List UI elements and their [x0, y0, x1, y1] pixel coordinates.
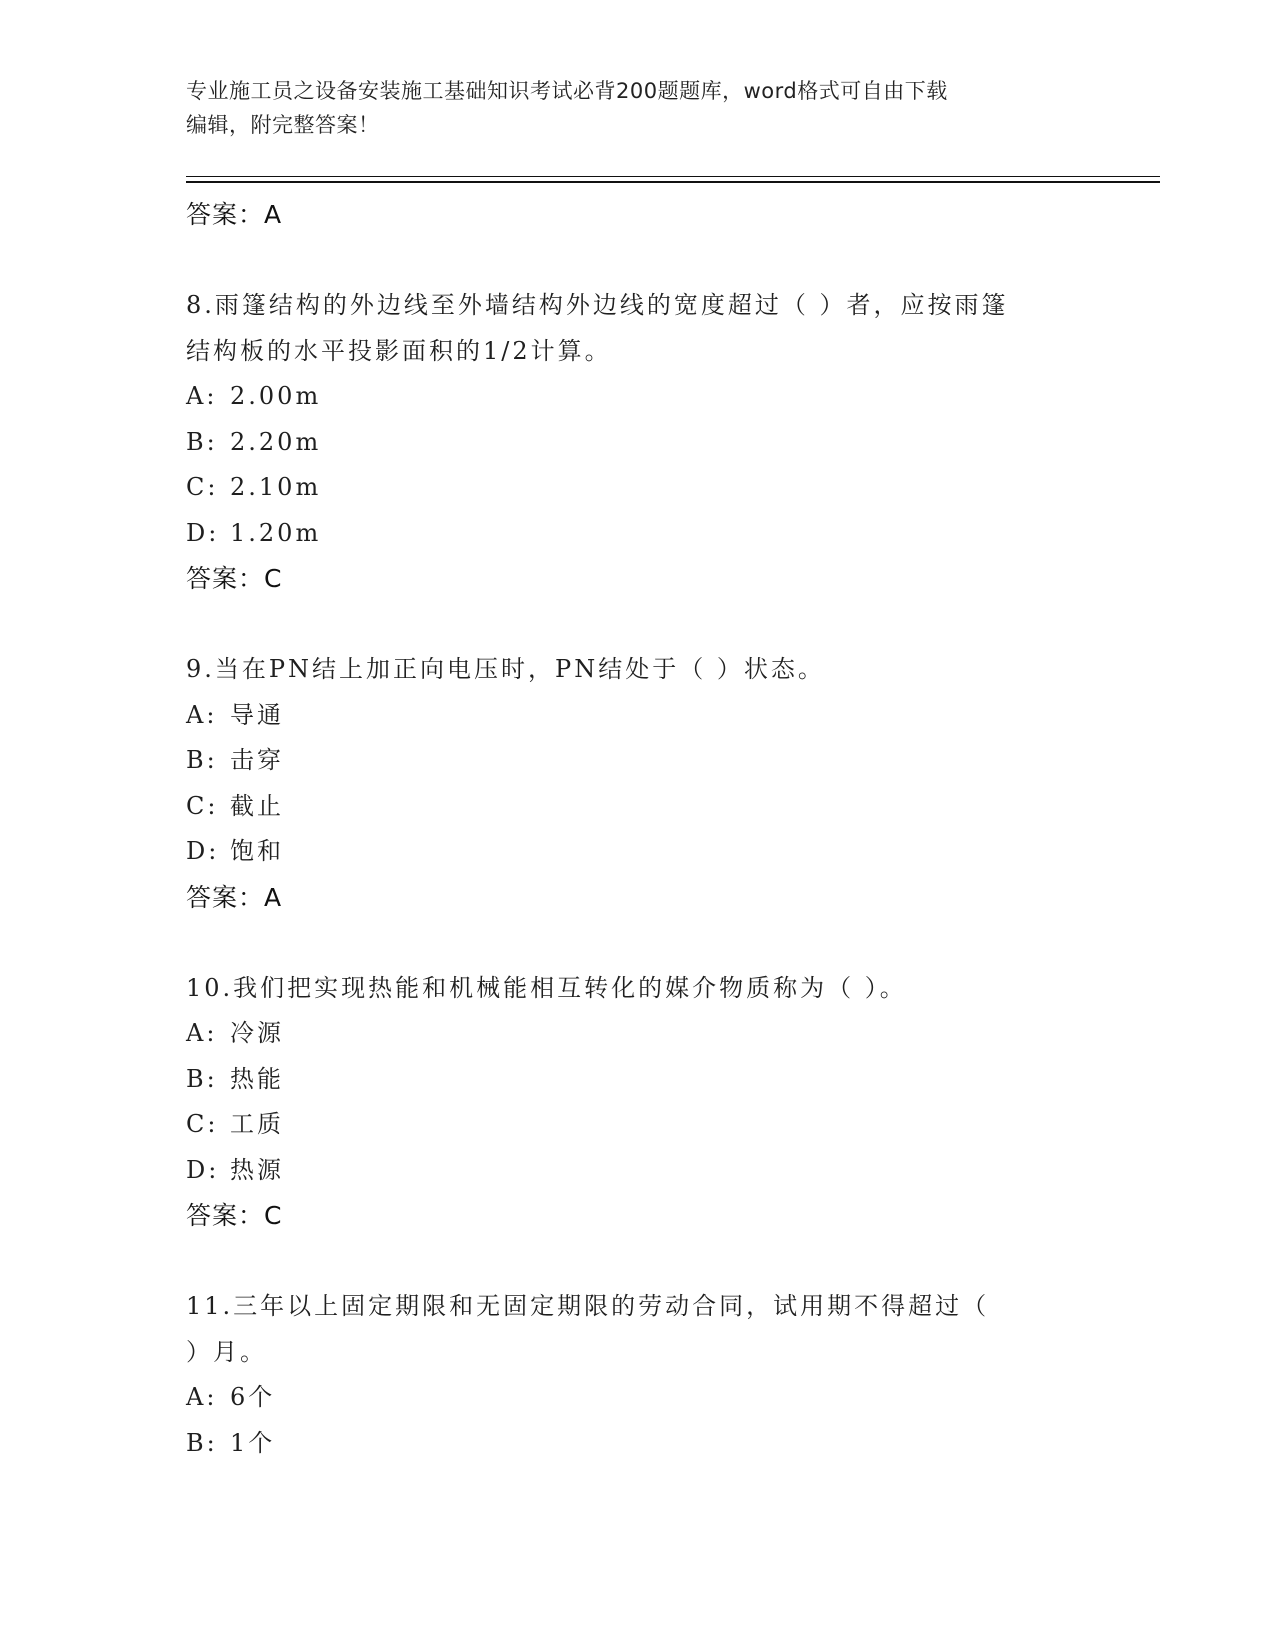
- header-line-2: 编辑，附完整答案！: [186, 113, 380, 137]
- answer-line: 答案：C: [186, 1201, 283, 1230]
- option-text: 6个: [230, 1383, 276, 1411]
- option-c: [186, 1102, 1086, 1148]
- spacer: [186, 602, 1086, 648]
- option-d: [186, 1148, 1086, 1194]
- option-c: [186, 784, 1086, 830]
- spacer: [186, 920, 1086, 966]
- question-text: 10.我们把实现热能和机械能相互转化的媒介物质称为（ ）。: [186, 973, 907, 1002]
- answer-line: 答案：A: [186, 882, 283, 912]
- header-line-1: 专业施工员之设备安装施工基础知识考试必背200题题库，word格式可自由下载: [186, 79, 948, 103]
- question-text: 9.当在PN结上加正向电压时，PN结处于（ ）状态。: [186, 655, 825, 683]
- option-key: A:: [186, 700, 218, 729]
- option-text: 导通: [230, 700, 284, 729]
- option-b: [186, 738, 1086, 784]
- option-text: 热能: [230, 1064, 284, 1093]
- question-list: [186, 192, 1086, 1466]
- previous-answer: 答案：A: [186, 200, 283, 229]
- option-b: [186, 1421, 1086, 1467]
- document-header: [186, 74, 1076, 142]
- option-a: [186, 1011, 1086, 1057]
- question-block: [186, 966, 1086, 1239]
- option-key: B:: [186, 1064, 218, 1093]
- option-key: B:: [186, 1428, 218, 1457]
- question-text: 11.三年以上固定期限和无固定期限的劳动合同，试用期不得超过（: [186, 1292, 990, 1320]
- question-text: ）月。: [186, 1337, 267, 1366]
- option-c: [186, 465, 1086, 511]
- header-divider-thick: [186, 181, 1160, 183]
- answer-line: 答案：C: [186, 564, 283, 593]
- question-block: [186, 283, 1086, 602]
- option-key: B:: [186, 427, 218, 456]
- spacer: [186, 1239, 1086, 1285]
- option-text: 2.00m: [230, 382, 322, 410]
- option-text: 1.20m: [230, 518, 322, 547]
- option-key: A:: [186, 382, 218, 410]
- option-key: D:: [186, 1155, 220, 1184]
- option-key: A:: [186, 1019, 218, 1047]
- option-key: C:: [186, 473, 219, 501]
- option-b: [186, 420, 1086, 466]
- option-text: 截止: [230, 791, 284, 820]
- option-text: 1个: [230, 1428, 276, 1457]
- option-key: B:: [186, 746, 218, 774]
- option-a: [186, 1375, 1086, 1421]
- option-text: 2.10m: [230, 473, 322, 501]
- header-divider-thin: [186, 176, 1160, 177]
- question-block: [186, 647, 1086, 920]
- option-key: C:: [186, 1110, 219, 1138]
- option-d: [186, 511, 1086, 557]
- question-block: [186, 1284, 1086, 1466]
- option-key: A:: [186, 1383, 218, 1411]
- option-text: 击穿: [230, 746, 284, 774]
- option-text: 热源: [230, 1155, 284, 1184]
- option-text: 工质: [230, 1110, 284, 1138]
- option-text: 2.20m: [230, 427, 322, 456]
- option-a: [186, 693, 1086, 739]
- option-a: [186, 374, 1086, 420]
- option-key: C:: [186, 791, 219, 820]
- option-b: [186, 1057, 1086, 1103]
- option-key: D:: [186, 518, 220, 547]
- option-key: D:: [186, 837, 220, 865]
- option-text: 冷源: [230, 1019, 284, 1047]
- option-d: [186, 829, 1086, 875]
- question-text: 结构板的水平投影面积的1/2计算。: [186, 336, 612, 365]
- question-text: 8.雨篷结构的外边线至外墙结构外边线的宽度超过（ ）者，应按雨篷: [186, 291, 1009, 319]
- spacer: [186, 238, 1086, 284]
- option-text: 饱和: [230, 837, 284, 865]
